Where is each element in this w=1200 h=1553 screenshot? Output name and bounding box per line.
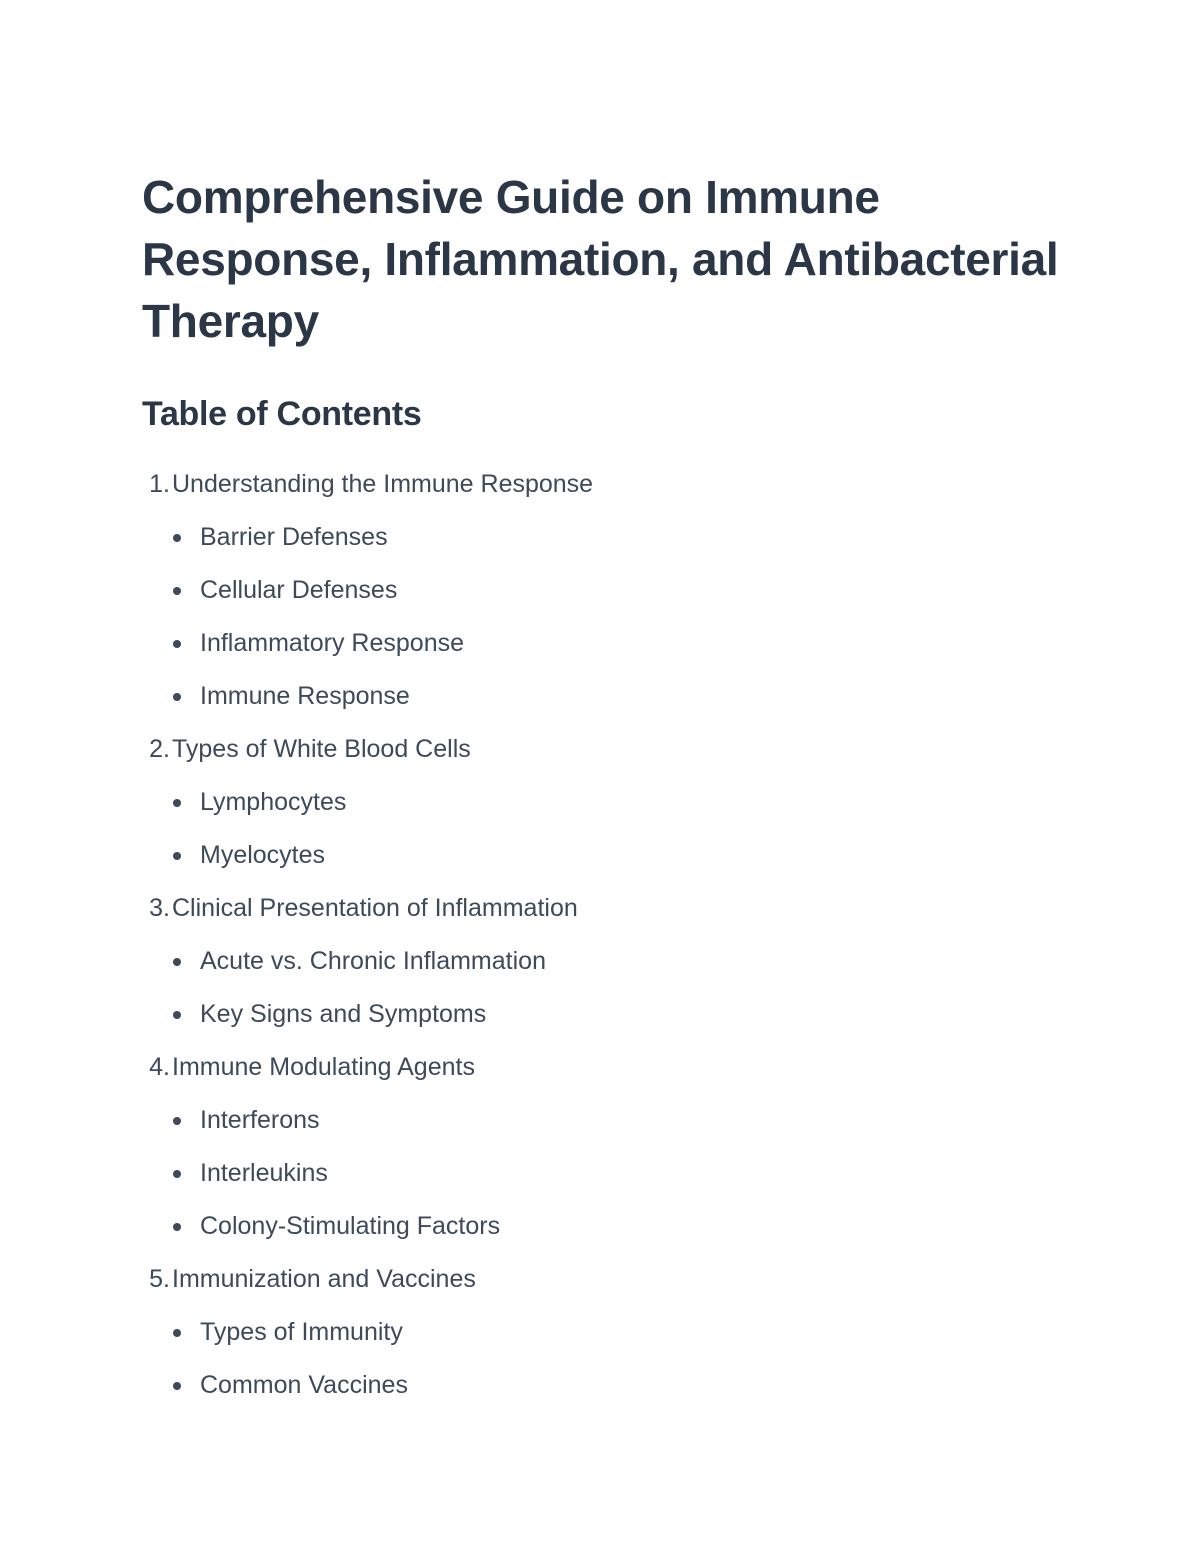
- toc-section-number: 4.: [149, 1053, 170, 1081]
- bullet-icon: [173, 1170, 181, 1178]
- document-title: Comprehensive Guide on Immune Response, Inflammation, and Antibacterial Therapy: [142, 171, 1059, 347]
- toc-section-label: Clinical Presentation of Inflammation: [172, 894, 578, 922]
- toc-subsection-list: [142, 776, 1062, 882]
- toc-subsection-item[interactable]: [142, 564, 1062, 617]
- toc-section: [142, 882, 1062, 1041]
- bullet-icon: [173, 958, 181, 966]
- toc-subsection-label: Interleukins: [200, 1159, 328, 1187]
- toc-subsection-list: [142, 1306, 1062, 1412]
- toc-subsection-label: Myelocytes: [200, 841, 326, 869]
- toc-section: [142, 723, 1062, 882]
- toc-subsection-list: [142, 1094, 1062, 1253]
- toc-subsection-item[interactable]: [142, 670, 1062, 723]
- toc-subsection-item[interactable]: [142, 617, 1062, 670]
- toc-subsection-label: Barrier Defenses: [200, 523, 388, 551]
- table-of-contents: [142, 458, 1062, 1412]
- bullet-icon: [173, 852, 181, 860]
- toc-subsection-item[interactable]: [142, 1359, 1062, 1412]
- bullet-icon: [173, 640, 181, 648]
- toc-subsection-label: Common Vaccines: [200, 1371, 408, 1399]
- toc-section: [142, 1041, 1062, 1253]
- toc-subsection-label: Immune Response: [200, 682, 410, 710]
- bullet-icon: [173, 1011, 181, 1019]
- toc-subsection-label: Lymphocytes: [200, 788, 347, 816]
- toc-subsection-item[interactable]: [142, 988, 1062, 1041]
- toc-subsection-item[interactable]: [142, 776, 1062, 829]
- bullet-icon: [173, 1329, 181, 1337]
- toc-section-entry[interactable]: [142, 1041, 1062, 1094]
- toc-subsection-label: Cellular Defenses: [200, 576, 398, 604]
- toc-section-label: Immune Modulating Agents: [172, 1053, 475, 1081]
- toc-section-number: 5.: [149, 1265, 170, 1293]
- bullet-icon: [173, 1382, 181, 1390]
- toc-section-entry[interactable]: [142, 882, 1062, 935]
- toc-subsection-item[interactable]: [142, 1200, 1062, 1253]
- toc-section-label: Understanding the Immune Response: [172, 470, 594, 498]
- toc-subsection-item[interactable]: [142, 1094, 1062, 1147]
- toc-section-entry[interactable]: [142, 458, 1062, 511]
- toc-section-number: 3.: [149, 894, 170, 922]
- toc-section: [142, 1253, 1062, 1412]
- toc-section: [142, 458, 1062, 723]
- toc-subsection-list: [142, 935, 1062, 1041]
- toc-section-label: Immunization and Vaccines: [172, 1265, 476, 1293]
- toc-subsection-label: Interferons: [200, 1106, 320, 1134]
- toc-subsection-label: Colony-Stimulating Factors: [200, 1212, 501, 1240]
- toc-subsection-label: Acute vs. Chronic Inflammation: [200, 947, 546, 975]
- toc-section-number: 2.: [149, 735, 170, 763]
- bullet-icon: [173, 587, 181, 595]
- toc-subsection-label: Inflammatory Response: [200, 629, 465, 657]
- toc-section-number: 1.: [149, 470, 170, 498]
- bullet-icon: [173, 534, 181, 542]
- toc-subsection-item[interactable]: [142, 1147, 1062, 1200]
- toc-subsection-item[interactable]: [142, 511, 1062, 564]
- toc-subsection-list: [142, 511, 1062, 723]
- toc-subsection-label: Types of Immunity: [200, 1318, 403, 1346]
- toc-subsection-item[interactable]: [142, 1306, 1062, 1359]
- bullet-icon: [173, 693, 181, 701]
- toc-subsection-item[interactable]: [142, 935, 1062, 988]
- toc-section-entry[interactable]: [142, 723, 1062, 776]
- toc-section-entry[interactable]: [142, 1253, 1062, 1306]
- bullet-icon: [173, 799, 181, 807]
- bullet-icon: [173, 1223, 181, 1231]
- toc-subsection-item[interactable]: [142, 829, 1062, 882]
- toc-subsection-label: Key Signs and Symptoms: [200, 1000, 487, 1028]
- toc-section-label: Types of White Blood Cells: [172, 735, 471, 763]
- document-page: [142, 166, 1062, 1412]
- bullet-icon: [173, 1117, 181, 1125]
- toc-heading: Table of Contents: [142, 395, 422, 433]
